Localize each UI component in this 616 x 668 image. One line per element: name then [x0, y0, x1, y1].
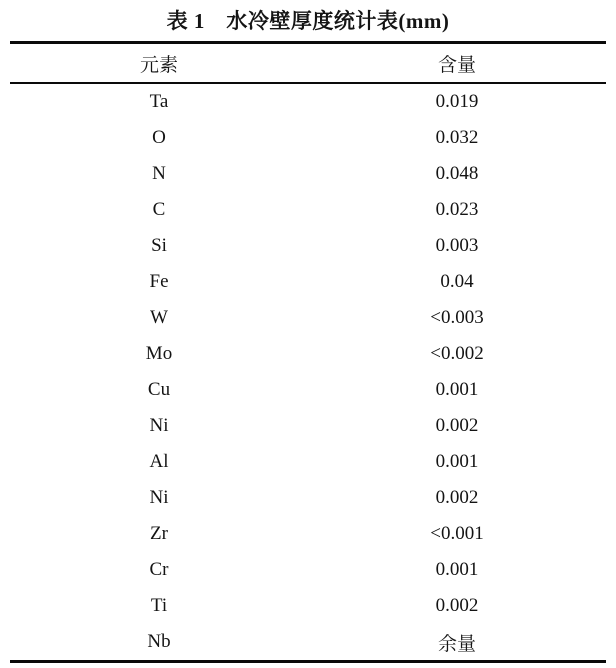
- content-cell: 0.001: [435, 451, 479, 472]
- table-row: [10, 552, 606, 588]
- content-cell: 0.002: [435, 415, 479, 436]
- element-cell: Fe: [149, 271, 169, 292]
- table-row: [10, 192, 606, 228]
- table-row: [10, 408, 606, 444]
- element-cell: Ti: [150, 595, 168, 616]
- table-row: [10, 588, 606, 624]
- table-row: [10, 228, 606, 264]
- header-row: [10, 43, 606, 84]
- content-cell: 0.019: [435, 91, 479, 112]
- content-cell: 0.032: [435, 127, 479, 148]
- content-cell: 余量: [437, 633, 476, 655]
- content-cell: 0.048: [435, 163, 479, 184]
- table-row: [10, 516, 606, 552]
- element-cell: Al: [149, 451, 169, 472]
- table-body: [10, 83, 606, 662]
- element-cell: N: [152, 163, 166, 184]
- content-cell: <0.001: [430, 523, 484, 544]
- element-cell: Ni: [149, 487, 169, 508]
- element-cell: Nb: [147, 631, 171, 652]
- element-cell: C: [152, 199, 166, 220]
- composition-table: [10, 41, 606, 663]
- table-row: [10, 300, 606, 336]
- table-row: [10, 444, 606, 480]
- element-cell: O: [152, 127, 166, 148]
- table-row: [10, 264, 606, 300]
- content-cell: <0.002: [430, 343, 484, 364]
- content-cell: <0.003: [430, 307, 484, 328]
- element-cell: Zr: [150, 523, 168, 544]
- content-cell: 0.04: [440, 271, 474, 292]
- content-cell: 0.023: [435, 199, 479, 220]
- element-cell: Cr: [149, 559, 169, 580]
- table-row: [10, 336, 606, 372]
- table-row: [10, 156, 606, 192]
- element-cell: Ta: [149, 91, 169, 112]
- element-cell: Ni: [149, 415, 169, 436]
- table-row: [10, 372, 606, 408]
- content-cell: 0.002: [435, 487, 479, 508]
- element-cell: W: [150, 307, 168, 328]
- content-cell: 0.001: [435, 379, 479, 400]
- content-cell: 0.002: [435, 595, 479, 616]
- content-header: 含量: [308, 43, 606, 84]
- element-header: 元素: [10, 43, 308, 84]
- element-cell: Mo: [145, 343, 173, 364]
- table-row: [10, 624, 606, 662]
- element-cell: Si: [151, 235, 167, 256]
- element-cell: Cu: [147, 379, 171, 400]
- table-row: [10, 120, 606, 156]
- content-cell: 0.001: [435, 559, 479, 580]
- table-row: [10, 83, 606, 120]
- table-header: [10, 43, 606, 84]
- content-cell: 0.003: [435, 235, 479, 256]
- table-row: [10, 480, 606, 516]
- table-caption: 表 1 水冷壁厚度统计表(mm): [166, 9, 450, 33]
